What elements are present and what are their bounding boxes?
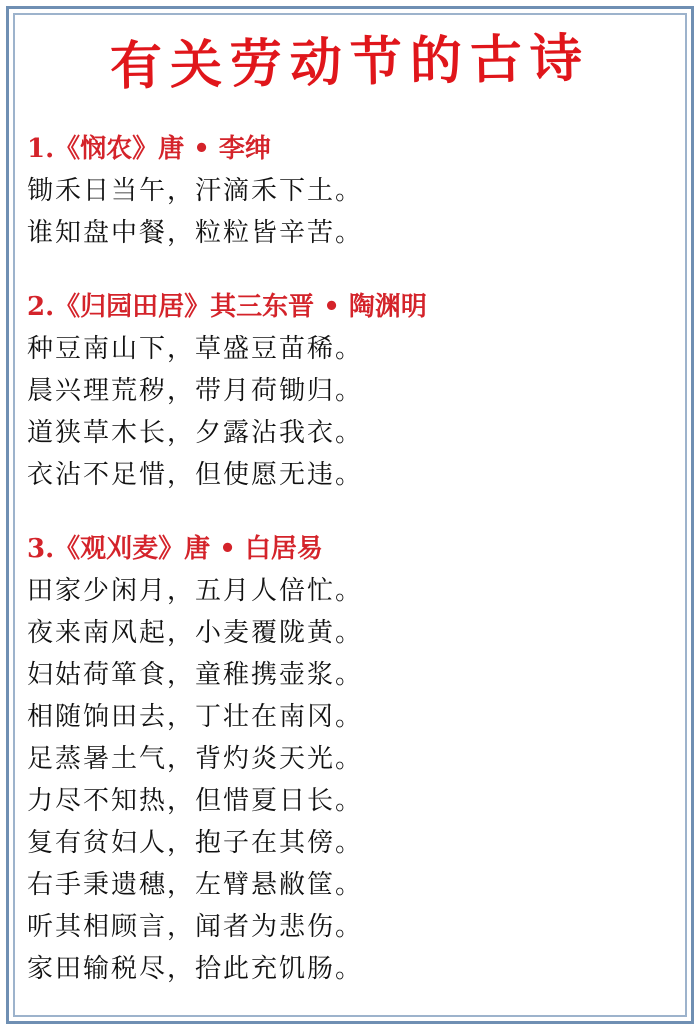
poem-line: 种豆南山下，草盛豆苗稀。 [27,334,364,364]
poem-line: 右手秉遗穗，左臂悬敝筐。 [27,870,364,900]
poem-heading: 1.《悯农》唐 • 李绅 [27,134,271,164]
poem-1 [27,128,677,254]
poem-line: 足蒸暑土气，背灼炎天光。 [27,744,364,774]
poem-line: 力尽不知热，但惜夏日长。 [27,786,364,816]
poem-heading: 2.《归园田居》其三东晋 • 陶渊明 [27,292,427,322]
poem-list [27,128,677,1022]
poem-line: 家田输税尽，拾此充饥肠。 [27,954,364,984]
poem-line: 谁知盘中餐，粒粒皆辛苦。 [27,218,364,248]
page-title: 有关劳动节的古诗 [109,28,591,98]
poem-line: 听其相顾言，闻者为悲伤。 [27,912,364,942]
poem-line: 晨兴理荒秽，带月荷锄归。 [27,376,364,406]
poem-line: 衣沾不足惜，但使愿无违。 [27,460,364,490]
poem-2 [27,286,677,496]
poem-line: 田家少闲月，五月人倍忙。 [27,576,364,606]
poem-line: 道狭草木长，夕露沾我衣。 [27,418,364,448]
poem-line: 复有贫妇人，抱子在其傍。 [27,828,364,858]
poem-line: 妇姑荷箪食，童稚携壶浆。 [27,660,364,690]
poem-heading: 3.《观刈麦》唐 • 白居易 [27,534,323,564]
poem-line: 相随饷田去，丁壮在南冈。 [27,702,364,732]
poem-line: 锄禾日当午，汗滴禾下土。 [27,176,364,206]
poem-3 [27,528,677,990]
poem-line: 夜来南风起，小麦覆陇黄。 [27,618,364,648]
